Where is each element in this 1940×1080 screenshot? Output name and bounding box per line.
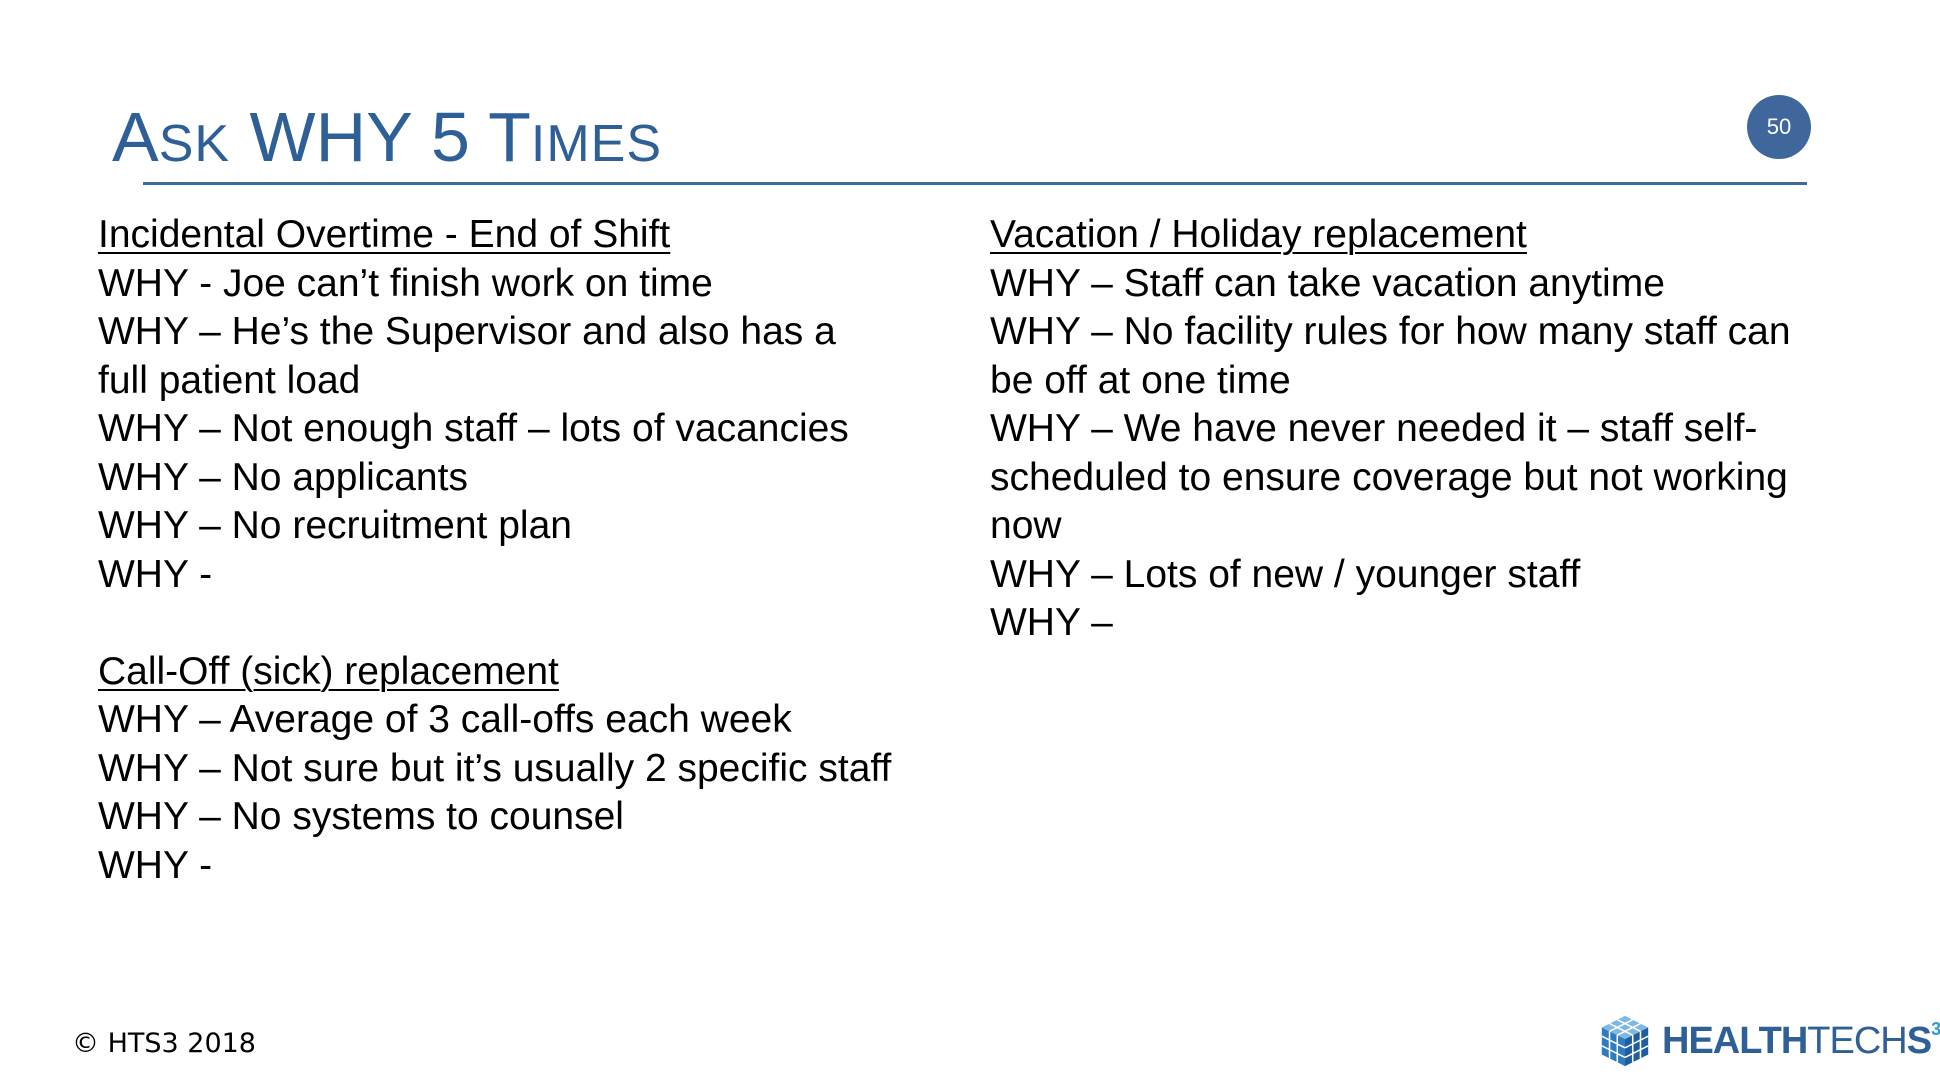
- why-line: WHY – Average of 3 call-offs each week: [98, 698, 792, 741]
- title-part-3: WHY 5 T: [230, 98, 531, 176]
- left-column: [98, 211, 938, 890]
- why-line: WHY -: [98, 843, 213, 887]
- why-line: WHY – Not sure but it’s usually 2 specific staff: [98, 746, 892, 790]
- logo-superscript: 3: [1931, 1019, 1940, 1039]
- why-line: be off at one time: [990, 358, 1291, 402]
- section-vacation-holiday: [990, 211, 1870, 648]
- title-part-1: A: [112, 98, 159, 176]
- section-call-off: [98, 648, 938, 891]
- logo-wordmark: [1662, 1019, 1940, 1063]
- why-line: WHY – No recruitment plan: [98, 504, 572, 547]
- logo-word-health: HEALTH: [1662, 1020, 1808, 1062]
- title-part-2: SK: [158, 115, 231, 173]
- section-heading: Vacation / Holiday replacement: [990, 213, 1527, 256]
- section-spacer: [98, 599, 938, 648]
- page-number-badge: 50: [1747, 95, 1811, 159]
- why-line: WHY – No facility rules for how many staff can: [990, 310, 1791, 353]
- cube-icon: [1596, 1012, 1654, 1070]
- why-line: full patient load: [98, 358, 361, 402]
- why-line: scheduled to ensure coverage but not working: [990, 455, 1788, 499]
- why-line: WHY -: [98, 552, 213, 596]
- why-line: now: [990, 504, 1062, 547]
- logo-word-tech: TECH: [1807, 1020, 1907, 1062]
- why-line: WHY – No systems to counsel: [98, 795, 624, 838]
- section-heading: Incidental Overtime - End of Shift: [98, 213, 671, 256]
- slide-title: [112, 96, 662, 185]
- right-column: [990, 211, 1870, 648]
- healthtech-logo: [1596, 1012, 1940, 1070]
- why-line: WHY – Lots of new / younger staff: [990, 552, 1581, 596]
- why-line: WHY –: [990, 601, 1113, 644]
- why-line: WHY – We have never needed it – staff self-: [990, 407, 1758, 450]
- section-incidental-overtime: [98, 211, 938, 599]
- why-line: WHY – Not enough staff – lots of vacancies: [98, 407, 849, 450]
- logo-word-s: S: [1906, 1020, 1932, 1062]
- why-line: WHY – No applicants: [98, 455, 468, 499]
- title-part-4: IMES: [530, 115, 663, 173]
- section-heading: Call-Off (sick) replacement: [98, 649, 559, 693]
- why-line: WHY - Joe can’t finish work on time: [98, 261, 713, 305]
- why-line: WHY – Staff can take vacation anytime: [990, 261, 1665, 305]
- copyright-notice: © HTS3 2018: [72, 1028, 256, 1059]
- why-line: WHY – He’s the Supervisor and also has a: [98, 310, 836, 353]
- title-divider: [143, 182, 1807, 185]
